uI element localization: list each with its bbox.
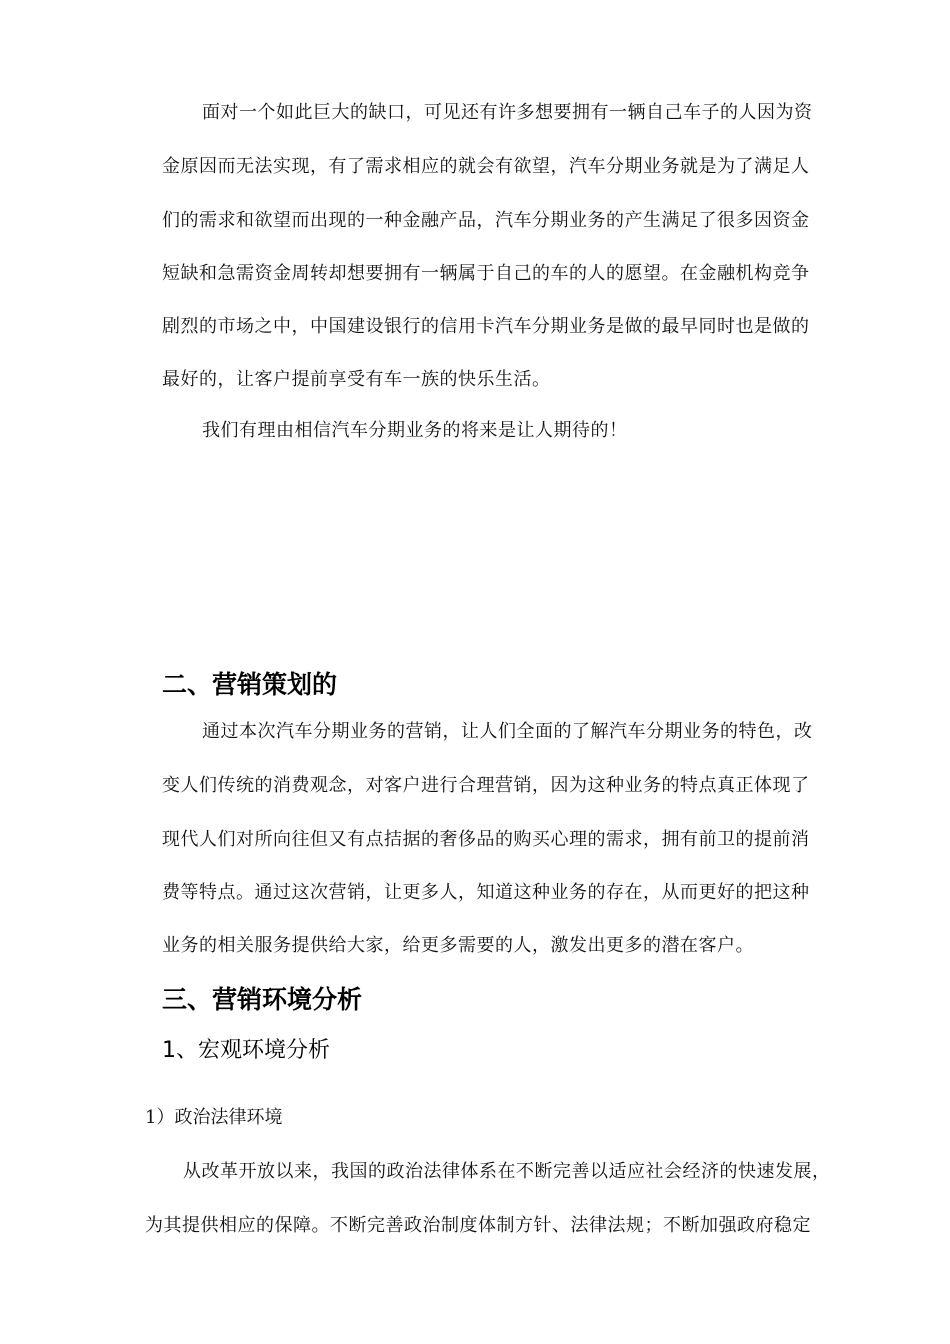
section3-line-1: 从改革开放以来，我国的政治法律体系在不断完善以适应社会经济的快速发展，	[183, 1161, 831, 1182]
para2-line-1: 我们有理由相信汽车分期业务的将来是让人期待的！	[202, 420, 628, 441]
section2-line-1: 通过本次汽车分期业务的营销，让人们全面的了解汽车分期业务的特色，改	[202, 721, 813, 742]
section2-heading: 二、营销策划的	[162, 670, 338, 699]
para1-line-3: 们的需求和欲望而出现的一种金融产品，汽车分期业务的产生满足了很多因资金	[162, 210, 810, 231]
section2-line-3: 现代人们对所向往但又有点拮据的奢侈品的购买心理的需求，拥有前卫的提前消	[162, 829, 810, 850]
para1-line-1: 面对一个如此巨大的缺口，可见还有许多想要拥有一辆自己车子的人因为资	[202, 102, 813, 123]
para1-line-4: 短缺和急需资金周转却想要拥有一辆属于自己的车的人的愿望。在金融机构竞争	[162, 263, 810, 284]
para1-line-6: 最好的，让客户提前享受有车一族的快乐生活。	[162, 369, 551, 390]
section3-subheading-1: 1、宏观环境分析	[162, 1038, 330, 1063]
section2-line-2: 变人们传统的消费观念，对客户进行合理营销，因为这种业务的特点真正体现了	[162, 775, 810, 796]
section2-line-5: 业务的相关服务提供给大家，给更多需要的人，激发出更多的潜在客户。	[162, 935, 754, 956]
section2-line-4: 费等特点。通过这次营销，让更多人，知道这种业务的存在，从而更好的把这种	[162, 882, 810, 903]
section3-subheading-1a: 1）政治法律环境	[145, 1107, 283, 1128]
para1-line-2: 金原因而无法实现，有了需求相应的就会有欲望，汽车分期业务就是为了满足人	[162, 156, 810, 177]
para1-line-5: 剧烈的市场之中，中国建设银行的信用卡汽车分期业务是做的最早同时也是做的	[162, 316, 810, 337]
section3-line-2: 为其提供相应的保障。不断完善政治制度体制方针、法律法规；不断加强政府稳定	[145, 1215, 811, 1236]
section3-heading: 三、营销环境分析	[162, 985, 363, 1014]
